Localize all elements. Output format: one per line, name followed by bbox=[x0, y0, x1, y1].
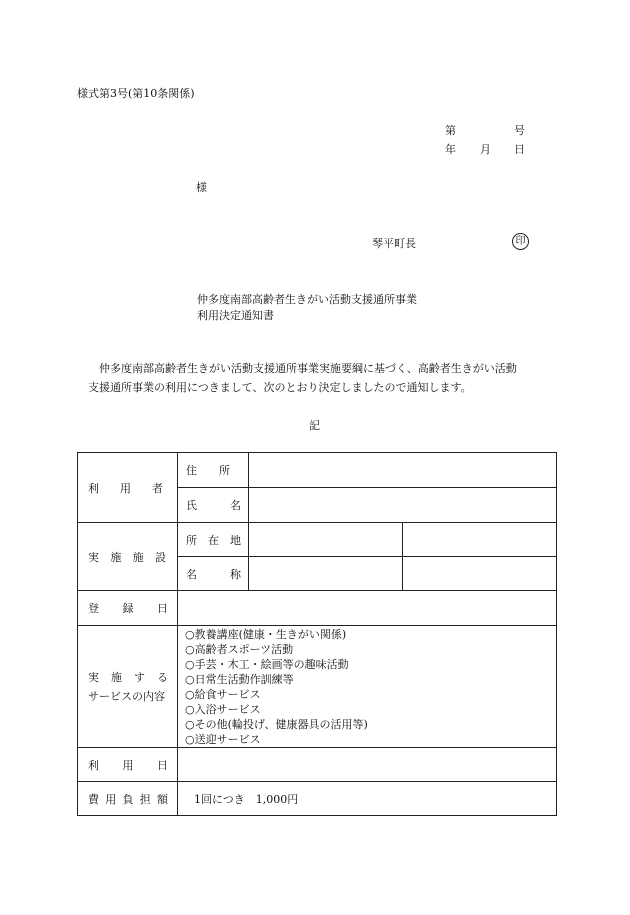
table-row-facility-location bbox=[78, 523, 557, 557]
fee-value-cell bbox=[178, 782, 557, 816]
service-item: ○その他(輪投げ、健康器具の活用等) bbox=[185, 718, 368, 731]
service-item: ○入浴サービス bbox=[185, 703, 261, 716]
form-number: 様式第3号(第10条関係) bbox=[77, 87, 195, 100]
doc-title-line1: 仲多度南部高齢者生きがい活動支援通所事業 bbox=[197, 293, 417, 306]
address-label-cell: 住 所 bbox=[178, 453, 249, 488]
date-month: 月 bbox=[480, 143, 491, 156]
service-item: ○教養講座(健康・生きがい関係) bbox=[185, 628, 347, 641]
service-item: ○送迎サービス bbox=[185, 733, 261, 746]
table-row-usage-day bbox=[78, 748, 557, 782]
location-label-cell: 所 在 地 bbox=[178, 523, 249, 557]
facility-label-cell: 実 施 施 設 bbox=[78, 523, 178, 591]
facility-name-value-cell-2[interactable] bbox=[403, 557, 557, 591]
table-row-registration bbox=[78, 591, 557, 626]
date-year: 年 bbox=[445, 143, 456, 156]
table-row-fee bbox=[78, 782, 557, 816]
fee-value: 1回につき 1,000円 bbox=[194, 792, 299, 806]
service-item: ○手芸・木工・絵画等の趣味活動 bbox=[185, 658, 349, 671]
ki-heading: 記 bbox=[309, 419, 320, 432]
doc-number-go: 号 bbox=[514, 124, 525, 137]
facility-name-value-cell-1[interactable] bbox=[249, 557, 403, 591]
issuer-name: 琴平町長 bbox=[372, 237, 416, 250]
address-value-cell[interactable] bbox=[249, 453, 557, 488]
services-list-cell bbox=[178, 626, 557, 748]
services-label-cell: 実 施 す る サービスの内容 bbox=[78, 626, 178, 748]
name-label-cell: 氏 名 bbox=[178, 488, 249, 523]
table-row-user-address bbox=[78, 453, 557, 488]
registration-value-cell[interactable] bbox=[178, 591, 557, 626]
fee-label-cell: 費 用 負 担 額 bbox=[78, 782, 178, 816]
body-text-line2: 支援通所事業の利用につきまして、次のとおり決定しましたので通知します。 bbox=[88, 381, 472, 394]
service-item: ○給食サービス bbox=[185, 688, 261, 701]
addressee-suffix: 様 bbox=[196, 181, 207, 194]
seal-label: 印 bbox=[515, 236, 526, 247]
decision-details-table bbox=[77, 452, 557, 816]
registration-label-cell: 登 録 日 bbox=[78, 591, 178, 626]
doc-title-line2: 利用決定通知書 bbox=[197, 309, 274, 322]
facility-name-label-cell: 名 称 bbox=[178, 557, 249, 591]
user-label-cell: 利 用 者 bbox=[78, 453, 178, 523]
location-value-cell-2[interactable] bbox=[403, 523, 557, 557]
seal-stamp bbox=[512, 233, 529, 250]
usage-day-label-cell: 利 用 日 bbox=[78, 748, 178, 782]
usage-day-value-cell[interactable] bbox=[178, 748, 557, 782]
date-day: 日 bbox=[514, 143, 525, 156]
body-text-line1: 仲多度南部高齢者生きがい活動支援通所事業実施要綱に基づく、高齢者生きがい活動 bbox=[99, 362, 517, 375]
location-value-cell-1[interactable] bbox=[249, 523, 403, 557]
services-label-line2: サービスの内容 bbox=[88, 690, 165, 703]
table-row-services bbox=[78, 626, 557, 748]
service-item: ○日常生活動作訓練等 bbox=[185, 673, 294, 686]
doc-number-dai: 第 bbox=[445, 124, 456, 137]
name-value-cell[interactable] bbox=[249, 488, 557, 523]
service-item: ○高齢者スポーツ活動 bbox=[185, 643, 294, 656]
